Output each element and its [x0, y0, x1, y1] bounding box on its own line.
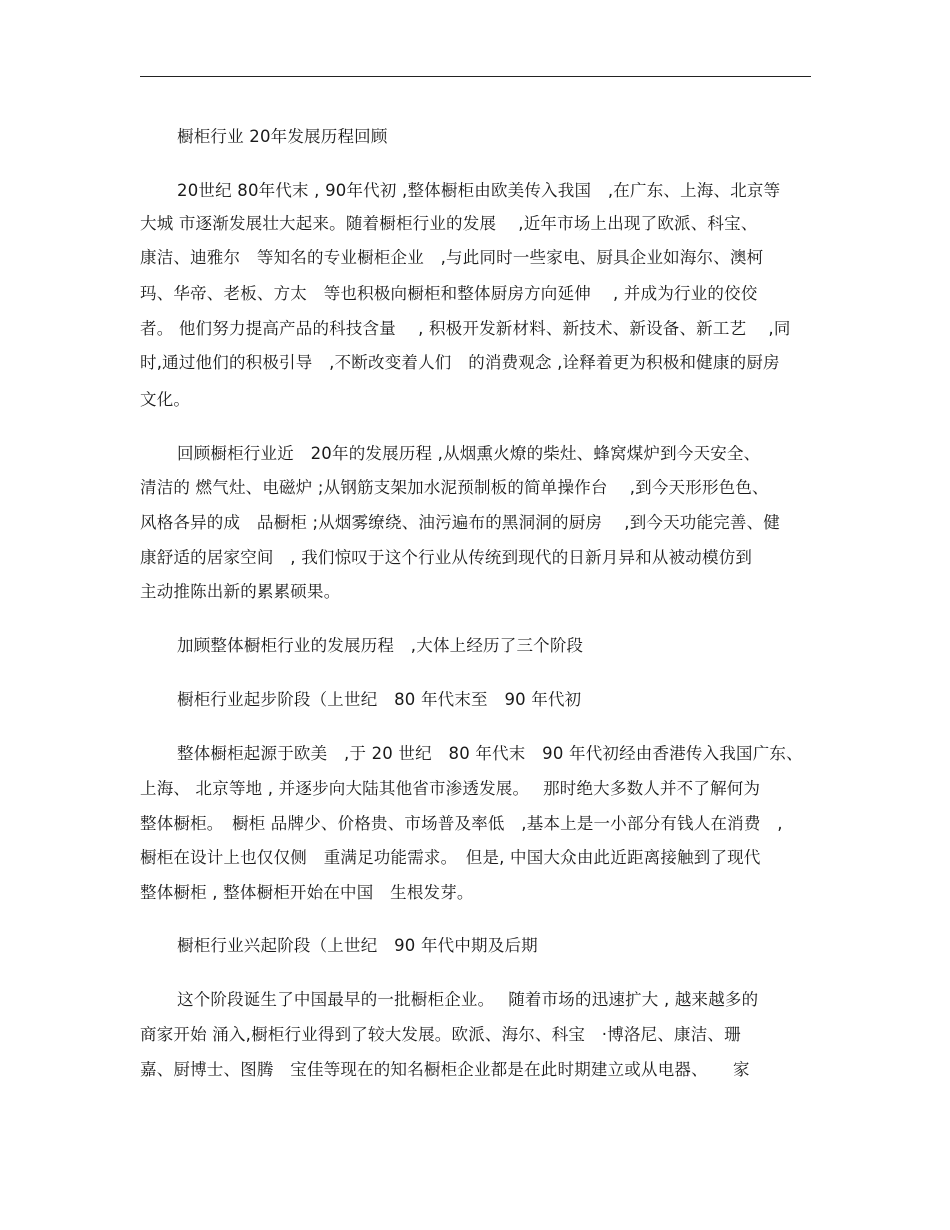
text-line: 这个阶段诞生了中国最早的一批橱柜企业。 随着市场的迅速扩大 , 越来越多的	[177, 990, 759, 1009]
text-line: 大城 市逐渐发展壮大起来。随着橱柜行业的发展 ,近年市场上出现了欧派、科宝、	[140, 214, 758, 233]
text-line: 玛、华帝、老板、方太 等也积极向橱柜和整体厨房方向延伸 , 并成为行业的佼佼	[140, 284, 758, 303]
text-line: 回顾橱柜行业近 20年的发展历程 ,从烟熏火燎的柴灶、蜂窝煤炉到今天安全、	[177, 444, 761, 463]
text-line: 风格各异的成 品橱柜 ;从烟雾缭绕、油污遍布的黑洞洞的厨房 ,到今天功能完善、健	[140, 513, 780, 532]
text-line: 20世纪 80年代末 , 90年代初 ,整体橱柜由欧美传入我国 ,在广东、上海、北京等	[177, 181, 781, 200]
text-line: 主动推陈出新的累累硕果。	[140, 582, 341, 601]
section-heading: 橱柜行业兴起阶段（上世纪 90 年代中期及后期	[177, 936, 538, 955]
text-line: 文化。	[140, 390, 191, 409]
text-line: 整体橱柜起源于欧美 ,于 20 世纪 80 年代末 90 年代初经由香港传入我国广东、	[177, 744, 803, 763]
text-line: 整体橱柜。 橱柜 品牌少、价格贵、市场普及率低 ,基本上是一小部分有钱人在消费 ,	[140, 814, 783, 833]
text-line: 清洁的 燃气灶、电磁炉 ;从钢筋支架加水泥预制板的简单操作台 ,到今天形形色色、	[140, 478, 769, 497]
text-line: 嘉、厨博士、图腾 宝佳等现在的知名橱柜企业都是在此时期建立或从电器、 家	[140, 1060, 750, 1079]
text-line: 橱柜在设计上也仅仅侧 重满足功能需求。 但是, 中国大众由此近距离接触到了现代	[140, 848, 761, 867]
text-line: 者。 他们努力提高产品的科技含量 , 积极开发新材料、新技术、新设备、新工艺 ,同	[140, 319, 791, 338]
header-rule	[140, 76, 811, 77]
text-line: 加顾整体橱柜行业的发展历程 ,大体上经历了三个阶段	[177, 636, 584, 655]
text-line: 时,通过他们的积极引导 ,不断改变着人们 的消费观念 ,诠释着更为积极和健康的厨房	[140, 353, 780, 372]
text-line: 康洁、迪雅尔 等知名的专业橱柜企业 ,与此同时一些家电、厨具企业如海尔、澳柯	[140, 248, 764, 267]
text-line: 康舒适的居家空间 , 我们惊叹于这个行业从传统到现代的日新月异和从被动模仿到	[140, 548, 753, 567]
text-line: 整体橱柜 , 整体橱柜开始在中国 生根发芽。	[140, 883, 474, 902]
text-line: 商家开始 涌入,橱柜行业得到了较大发展。欧派、海尔、科宝 ·博洛尼、康洁、珊	[140, 1025, 741, 1044]
document-title: 橱柜行业 20年发展历程回顾	[177, 127, 388, 146]
text-line: 上海、 北京等地 , 并逐步向大陆其他省市渗透发展。 那时绝大多数人并不了解何为	[140, 779, 761, 798]
section-heading: 橱柜行业起步阶段（上世纪 80 年代末至 90 年代初	[177, 690, 582, 709]
